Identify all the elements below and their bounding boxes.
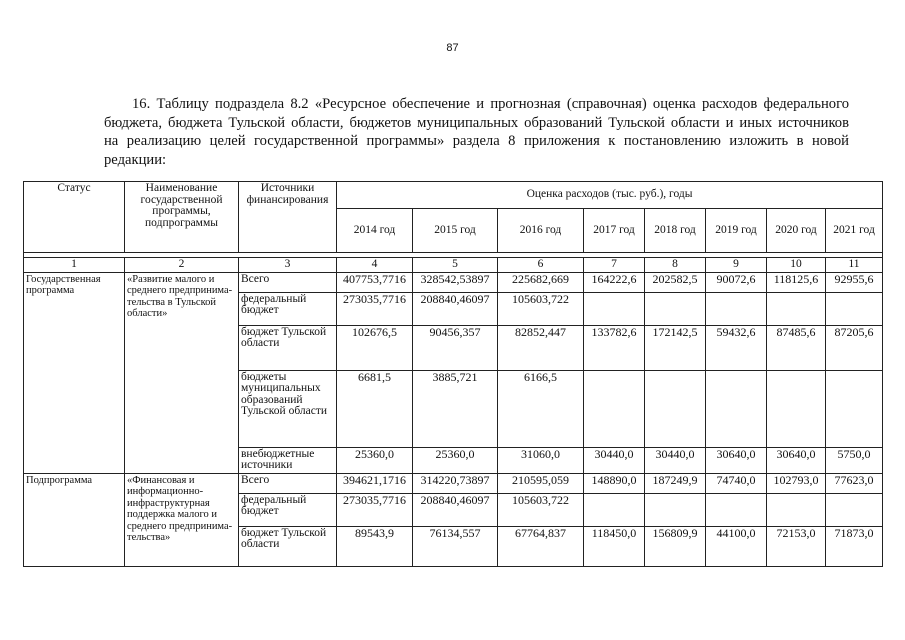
header-name: Наименование государственной программы, подпрограммы <box>125 182 239 253</box>
value-cell: 148890,0 <box>584 473 645 493</box>
value-cell: 92955,6 <box>826 272 883 292</box>
header-status: Статус <box>24 182 125 253</box>
value-cell <box>645 493 706 526</box>
value-cell: 407753,7716 <box>337 272 413 292</box>
value-cell: 210595,059 <box>498 473 584 493</box>
value-cell: 82852,447 <box>498 325 584 370</box>
value-cell <box>645 292 706 325</box>
page-number: 87 <box>446 42 459 54</box>
value-cell: 30640,0 <box>706 447 767 473</box>
header-year: 2018 год <box>645 209 706 253</box>
value-cell: 118125,6 <box>767 272 826 292</box>
budget-table <box>23 181 883 567</box>
value-cell: 202582,5 <box>645 272 706 292</box>
row-source: бюджет Тульской области <box>239 325 337 370</box>
intro-line: на реализацию целей государственной программы» раздела 8 приложения к постановлению изложить в новой <box>104 133 849 149</box>
row-source: федеральный бюджет <box>239 292 337 325</box>
value-cell: 30440,0 <box>645 447 706 473</box>
column-number: 3 <box>239 258 337 273</box>
value-cell: 31060,0 <box>498 447 584 473</box>
column-number: 7 <box>584 258 645 273</box>
value-cell: 133782,6 <box>584 325 645 370</box>
value-cell: 59432,6 <box>706 325 767 370</box>
value-cell: 208840,46097 <box>413 493 498 526</box>
value-cell <box>706 370 767 447</box>
value-cell: 273035,7716 <box>337 292 413 325</box>
row-source: федеральный бюджет <box>239 493 337 526</box>
value-cell: 118450,0 <box>584 526 645 566</box>
value-cell: 74740,0 <box>706 473 767 493</box>
row-source: Всего <box>239 272 337 292</box>
row-source: Всего <box>239 473 337 493</box>
value-cell: 71873,0 <box>826 526 883 566</box>
header-year: 2016 год <box>498 209 584 253</box>
value-cell: 187249,9 <box>645 473 706 493</box>
value-cell: 77623,0 <box>826 473 883 493</box>
value-cell: 44100,0 <box>706 526 767 566</box>
value-cell: 87485,6 <box>767 325 826 370</box>
row-program-name: «Финансовая и информационно-инфраструктурная поддержка малого и среднего предпринима-тельства» <box>125 473 239 566</box>
column-number: 11 <box>826 258 883 273</box>
value-cell <box>826 493 883 526</box>
intro-line: 16. Таблицу подраздела 8.2 «Ресурсное обеспечение и прогнозная (справочная) оценка расходов федерального <box>132 96 849 112</box>
row-status: Государственная программа <box>24 272 125 473</box>
column-number: 4 <box>337 258 413 273</box>
value-cell <box>706 493 767 526</box>
table-row <box>24 272 883 292</box>
header-year: 2017 год <box>584 209 645 253</box>
row-source: бюджет Тульской области <box>239 526 337 566</box>
value-cell: 394621,1716 <box>337 473 413 493</box>
value-cell: 102676,5 <box>337 325 413 370</box>
value-cell <box>706 292 767 325</box>
column-number: 10 <box>767 258 826 273</box>
value-cell: 273035,7716 <box>337 493 413 526</box>
value-cell: 89543,9 <box>337 526 413 566</box>
value-cell: 105603,722 <box>498 493 584 526</box>
value-cell: 30640,0 <box>767 447 826 473</box>
header-year: 2021 год <box>826 209 883 253</box>
value-cell <box>826 370 883 447</box>
value-cell <box>767 292 826 325</box>
header-year: 2014 год <box>337 209 413 253</box>
value-cell: 6681,5 <box>337 370 413 447</box>
value-cell <box>767 370 826 447</box>
value-cell: 314220,73897 <box>413 473 498 493</box>
value-cell: 30440,0 <box>584 447 645 473</box>
row-program-name: «Развитие малого и среднего предпринима-тельства в Тульской области» <box>125 272 239 473</box>
row-status: Подпрограмма <box>24 473 125 566</box>
header-estimate: Оценка расходов (тыс. руб.), годы <box>337 182 883 209</box>
value-cell: 328542,53897 <box>413 272 498 292</box>
column-number: 9 <box>706 258 767 273</box>
value-cell: 76134,557 <box>413 526 498 566</box>
header-year: 2015 год <box>413 209 498 253</box>
value-cell: 67764,837 <box>498 526 584 566</box>
column-number: 8 <box>645 258 706 273</box>
value-cell: 25360,0 <box>337 447 413 473</box>
header-sources: Источники финансирования <box>239 182 337 253</box>
value-cell: 102793,0 <box>767 473 826 493</box>
value-cell <box>826 292 883 325</box>
header-year: 2019 год <box>706 209 767 253</box>
column-number: 1 <box>24 258 125 273</box>
value-cell <box>584 370 645 447</box>
intro-paragraph <box>104 95 849 169</box>
value-cell: 87205,6 <box>826 325 883 370</box>
value-cell: 225682,669 <box>498 272 584 292</box>
value-cell: 3885,721 <box>413 370 498 447</box>
intro-line: редакции: <box>104 151 167 168</box>
row-source: бюджеты муниципальных образований Тульской области <box>239 370 337 447</box>
row-source: внебюджетные источники <box>239 447 337 473</box>
value-cell: 208840,46097 <box>413 292 498 325</box>
value-cell <box>584 292 645 325</box>
value-cell: 172142,5 <box>645 325 706 370</box>
value-cell <box>645 370 706 447</box>
value-cell: 90072,6 <box>706 272 767 292</box>
value-cell: 164222,6 <box>584 272 645 292</box>
column-number: 5 <box>413 258 498 273</box>
value-cell: 105603,722 <box>498 292 584 325</box>
value-cell: 25360,0 <box>413 447 498 473</box>
column-number: 6 <box>498 258 584 273</box>
column-number: 2 <box>125 258 239 273</box>
intro-line: бюджета, бюджета Тульской области, бюджетов муниципальных образований Тульской области и иных источников <box>104 114 849 131</box>
value-cell <box>767 493 826 526</box>
value-cell: 5750,0 <box>826 447 883 473</box>
value-cell: 156809,9 <box>645 526 706 566</box>
value-cell <box>584 493 645 526</box>
value-cell: 72153,0 <box>767 526 826 566</box>
header-year: 2020 год <box>767 209 826 253</box>
table-row <box>24 473 883 493</box>
value-cell: 6166,5 <box>498 370 584 447</box>
value-cell: 90456,357 <box>413 325 498 370</box>
